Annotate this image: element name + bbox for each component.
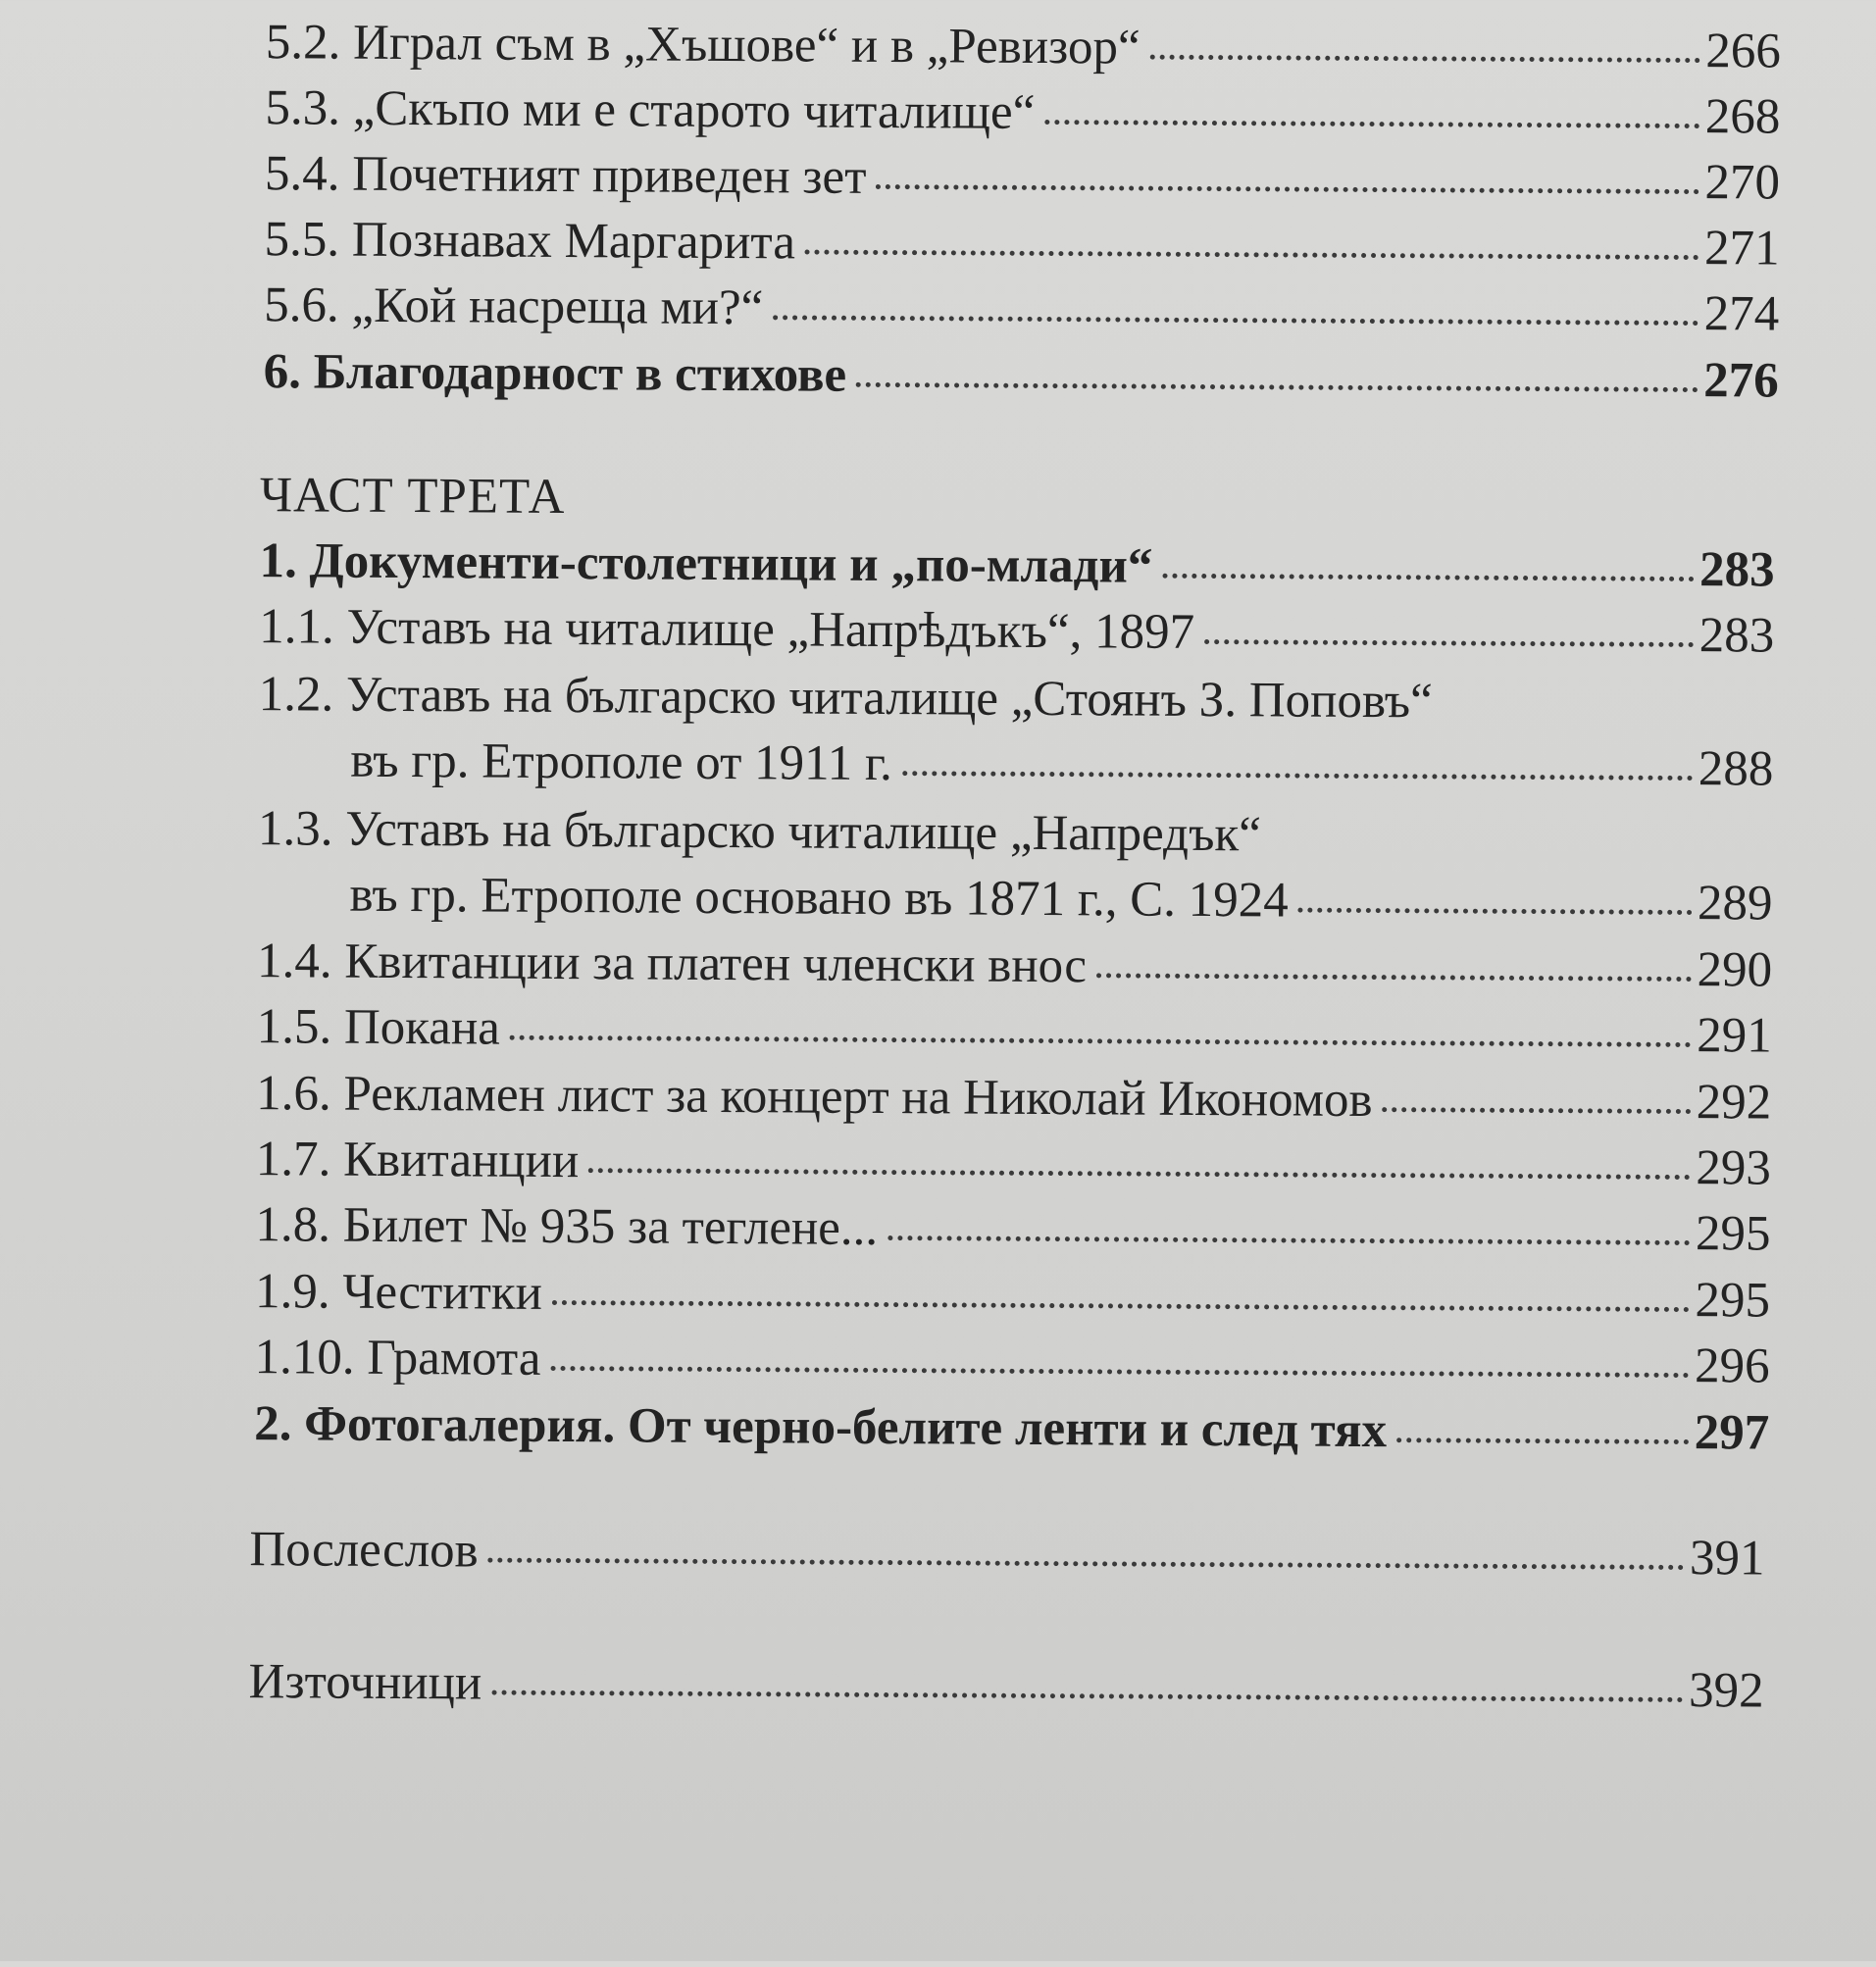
toc-entry-p3-1-3[interactable] bbox=[349, 867, 1772, 933]
dot-leader bbox=[1382, 1107, 1690, 1114]
toc-entry-label-continued: въ гр. Етрополе от 1911 г. bbox=[350, 732, 893, 792]
toc-entry-page: 274 bbox=[1703, 286, 1780, 342]
toc-entry-label: 5.5. Познавах Маргарита bbox=[264, 212, 796, 271]
toc-entry-page: 283 bbox=[1699, 608, 1775, 664]
toc-entry-page: 297 bbox=[1694, 1405, 1770, 1461]
toc-entry-label: Послеслов bbox=[249, 1522, 479, 1579]
toc-entry-page: 270 bbox=[1704, 155, 1781, 211]
dot-leader bbox=[773, 315, 1698, 326]
toc-entry-label: 5.2. Играл съм в „Хъшове“ и в „Ревизор“ bbox=[265, 15, 1141, 76]
toc-entry-p3-1-2[interactable] bbox=[350, 732, 1773, 798]
toc-entry-label: 1.7. Квитанции bbox=[255, 1132, 580, 1189]
dot-leader bbox=[1396, 1437, 1689, 1444]
toc-entry-6[interactable] bbox=[264, 343, 1779, 409]
toc-entry-label: 1. Документи-столетници и „по-млади“ bbox=[259, 533, 1153, 594]
toc-entry-5-6[interactable] bbox=[264, 277, 1779, 342]
toc-entry-page: 283 bbox=[1699, 542, 1775, 598]
toc-entry-page: 296 bbox=[1694, 1338, 1770, 1394]
toc-entry-p3-1-7[interactable] bbox=[256, 1131, 1771, 1196]
dot-leader bbox=[902, 771, 1693, 781]
dot-leader bbox=[488, 1558, 1684, 1570]
dot-leader bbox=[1044, 120, 1699, 128]
dot-leader bbox=[887, 1236, 1690, 1245]
toc-entry-p3-1-5[interactable] bbox=[257, 998, 1772, 1064]
toc-entry-page: 268 bbox=[1704, 89, 1781, 145]
dot-leader bbox=[876, 184, 1699, 194]
toc-entry-sources[interactable] bbox=[248, 1653, 1763, 1719]
toc-entry-label: 1.5. Покана bbox=[256, 999, 501, 1056]
toc-entry-label: 6. Благодарност в стихове bbox=[263, 344, 847, 403]
toc-entry-p3-1-1[interactable] bbox=[259, 598, 1774, 664]
toc-entry-label: 5.6. „Кой насреща ми?“ bbox=[264, 277, 764, 336]
toc-entry-page: 271 bbox=[1703, 221, 1780, 277]
toc-entry-5-5[interactable] bbox=[264, 211, 1779, 277]
toc-entry-label: 1.10. Грамота bbox=[254, 1330, 541, 1387]
toc-entry-label: Източници bbox=[248, 1654, 482, 1711]
toc-entry-page: 295 bbox=[1695, 1206, 1771, 1262]
dot-leader bbox=[1150, 55, 1700, 63]
toc-entry-page: 295 bbox=[1695, 1273, 1771, 1329]
toc-entry-p3-1[interactable] bbox=[259, 532, 1774, 598]
toc-entry-page: 392 bbox=[1688, 1663, 1764, 1719]
toc-entry-label-continued: въ гр. Етрополе основано въ 1871 г., С. 1924 bbox=[349, 867, 1289, 929]
toc-entry-p3-1-3-first-line[interactable]: 1.3. Уставъ на българско читалище „Напредък“ bbox=[257, 801, 1262, 863]
toc-entry-label: 1.1. Уставъ на читалище „Напрѣдъкъ“, 1897 bbox=[259, 599, 1195, 660]
dot-leader bbox=[1162, 574, 1694, 581]
toc-entry-page: 289 bbox=[1697, 876, 1773, 932]
toc-entry-5-4[interactable] bbox=[265, 145, 1780, 211]
dot-leader bbox=[588, 1168, 1690, 1180]
part-three-heading: ЧАСТ ТРЕТА bbox=[259, 468, 566, 526]
toc-entry-label: 5.4. Почетният приведен зет bbox=[264, 146, 867, 205]
dot-leader bbox=[805, 250, 1699, 261]
toc-entry-p3-1-10[interactable] bbox=[254, 1329, 1769, 1394]
toc-entry-label: 1.6. Рекламен лист за концерт на Николай Икономов bbox=[256, 1066, 1373, 1129]
toc-entry-label: 1.8. Билет № 935 за теглене... bbox=[255, 1197, 879, 1256]
toc-entry-page: 288 bbox=[1698, 741, 1774, 797]
toc-entry-afterword[interactable] bbox=[249, 1521, 1764, 1587]
toc-entry-label: 5.3. „Скъпо ми е старото читалище“ bbox=[265, 80, 1036, 140]
toc-entry-label: 1.4. Квитанции за платен членски внос bbox=[256, 933, 1088, 994]
dot-leader bbox=[1096, 973, 1692, 982]
toc-entry-p3-1-9[interactable] bbox=[255, 1263, 1770, 1329]
dot-leader bbox=[1204, 639, 1694, 647]
toc-entry-p3-1-2-first-line[interactable]: 1.2. Уставъ на българско читалище „Стоянъ З. Поповъ“ bbox=[258, 667, 1433, 730]
toc-entry-page: 391 bbox=[1689, 1531, 1765, 1587]
toc-entry-label: 1.9. Честитки bbox=[254, 1264, 543, 1321]
toc-entry-page: 290 bbox=[1697, 942, 1773, 998]
toc-entry-p3-1-8[interactable] bbox=[255, 1196, 1770, 1262]
toc-entry-5-2[interactable] bbox=[266, 14, 1781, 79]
toc-entry-page: 276 bbox=[1703, 353, 1779, 409]
toc-entry-page: 292 bbox=[1696, 1075, 1772, 1131]
toc-entry-p3-1-4[interactable] bbox=[257, 933, 1772, 998]
dot-leader bbox=[856, 382, 1698, 392]
toc-entry-page: 293 bbox=[1696, 1140, 1772, 1196]
dot-leader bbox=[552, 1300, 1690, 1312]
toc-entry-p3-1-6[interactable] bbox=[256, 1065, 1771, 1131]
toc-entry-p3-2[interactable] bbox=[254, 1395, 1769, 1461]
toc-entry-5-3[interactable] bbox=[265, 79, 1780, 145]
dot-leader bbox=[1298, 908, 1692, 915]
toc-entry-label: 2. Фотогалерия. От черно-белите ленти и след тях bbox=[254, 1396, 1388, 1459]
dot-leader bbox=[491, 1690, 1683, 1702]
dot-leader bbox=[550, 1366, 1689, 1378]
toc-entry-page: 291 bbox=[1697, 1008, 1772, 1064]
toc-entry-page: 266 bbox=[1705, 24, 1781, 79]
dot-leader bbox=[510, 1035, 1691, 1047]
